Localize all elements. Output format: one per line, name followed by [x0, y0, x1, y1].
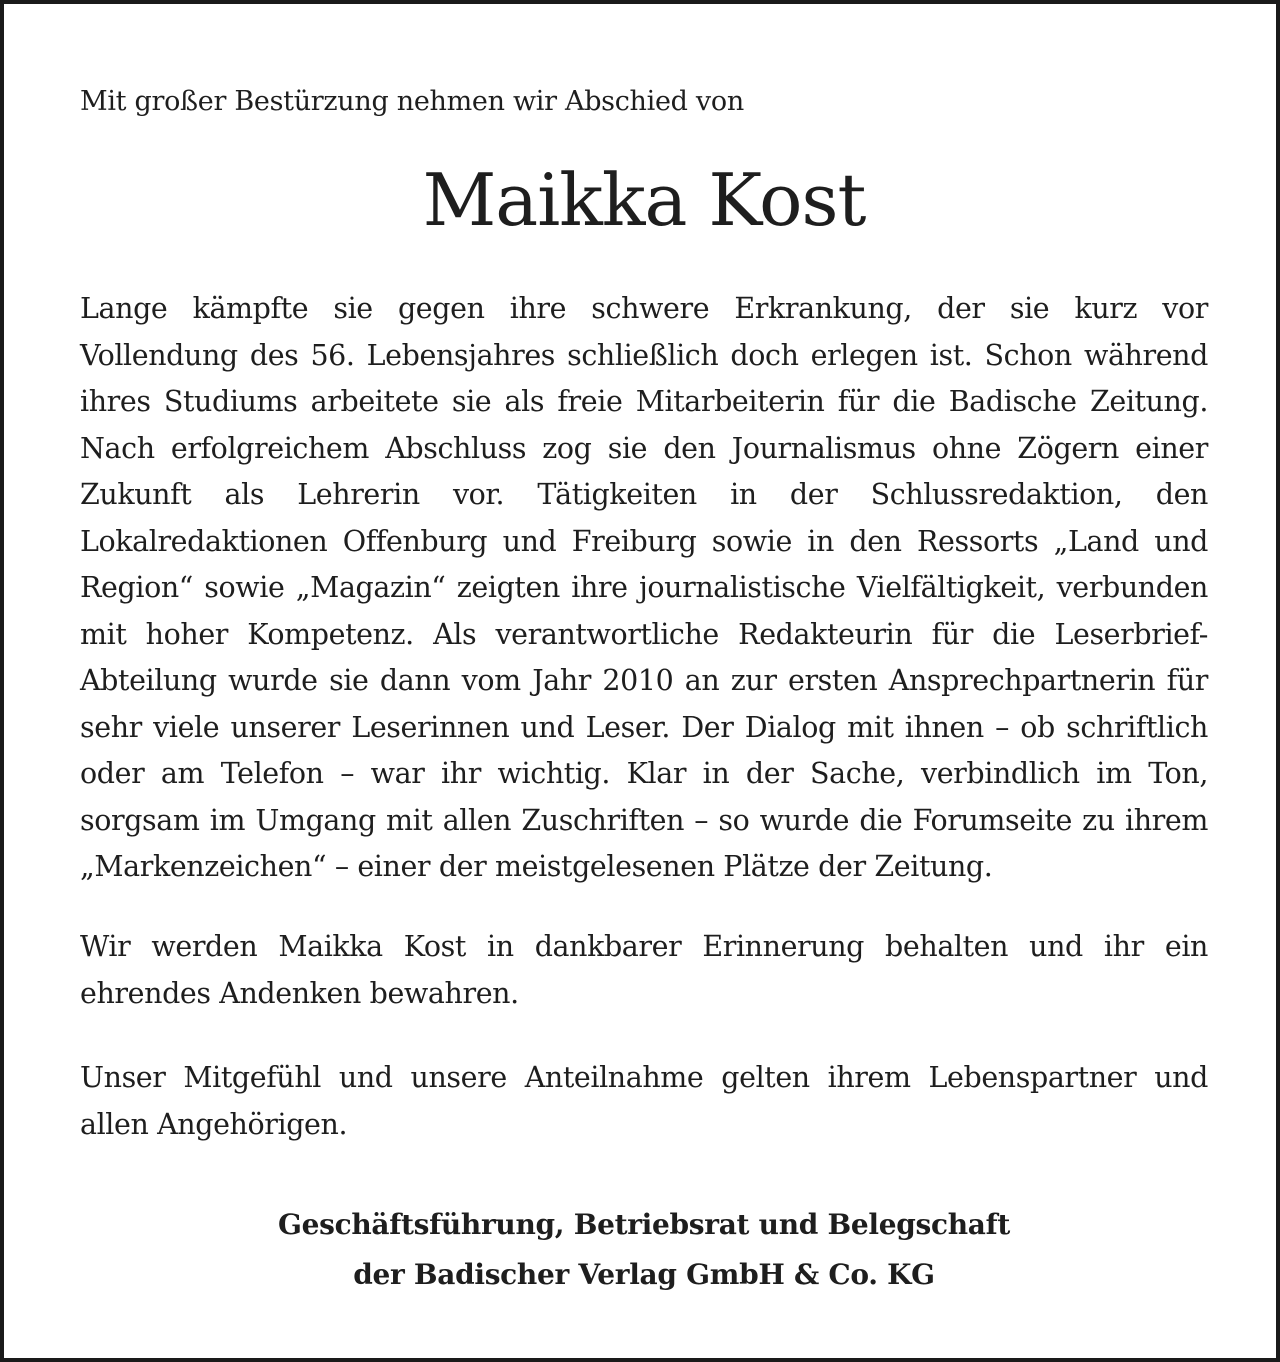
remembrance-paragraph: Wir werden Maikka Kost in dankbarer Erinnerung behalten und ihr ein ehrendes Andenken bewahren. — [80, 930, 1208, 1010]
biography-paragraph: Lange kämpfte sie gegen ihre schwere Erkrankung, der sie kurz vor Vollendung des 56. Lebensjahres schließlich doch erlegen ist. Schon während ihres Studiums arbeitete sie als freie Mitarbeiterin für die Badische Zeitung. Nach erfolgreichem Abschluss zog sie den Journalismus ohne Zögern einer Zukunft als Lehrerin vor. Tätigkeiten in der Schlussredaktion, den Lokalredaktionen Offenburg und Freiburg sowie in den Ressorts „Land und Region“ sowie „Magazin“ zeigten ihre journalistische Vielfältigkeit, verbunden mit hoher Kompetenz. Als verantwortliche Redakteurin für die Leserbrief-Abteilung wurde sie dann vom Jahr 2010 an zur ersten Ansprechpartnerin für sehr viele unserer Leserinnen und Leser. Der Dialog mit ihnen – ob schriftlich oder am Telefon – war ihr wichtig. Klar in der Sache, verbindlich im Ton, sorgsam im Umgang mit allen Zuschriften – so wurde die Forumseite zu ihrem „Markenzeichen“ – einer der meistgelesenen Plätze der Zeitung. — [80, 292, 1208, 883]
deceased-name: Maikka Kost — [422, 158, 866, 242]
signature-line-2: der Badischer Verlag GmbH & Co. KG — [353, 1258, 935, 1291]
signature-block — [80, 1200, 1208, 1300]
condolence-paragraph: Unser Mitgefühl und unsere Anteilnahme gelten ihrem Lebenspartner und allen Angehörigen. — [80, 1061, 1208, 1141]
intro-line: Mit großer Bestürzung nehmen wir Abschied von — [80, 86, 744, 117]
signature-line-1: Geschäftsführung, Betriebsrat und Belegschaft — [278, 1208, 1010, 1241]
